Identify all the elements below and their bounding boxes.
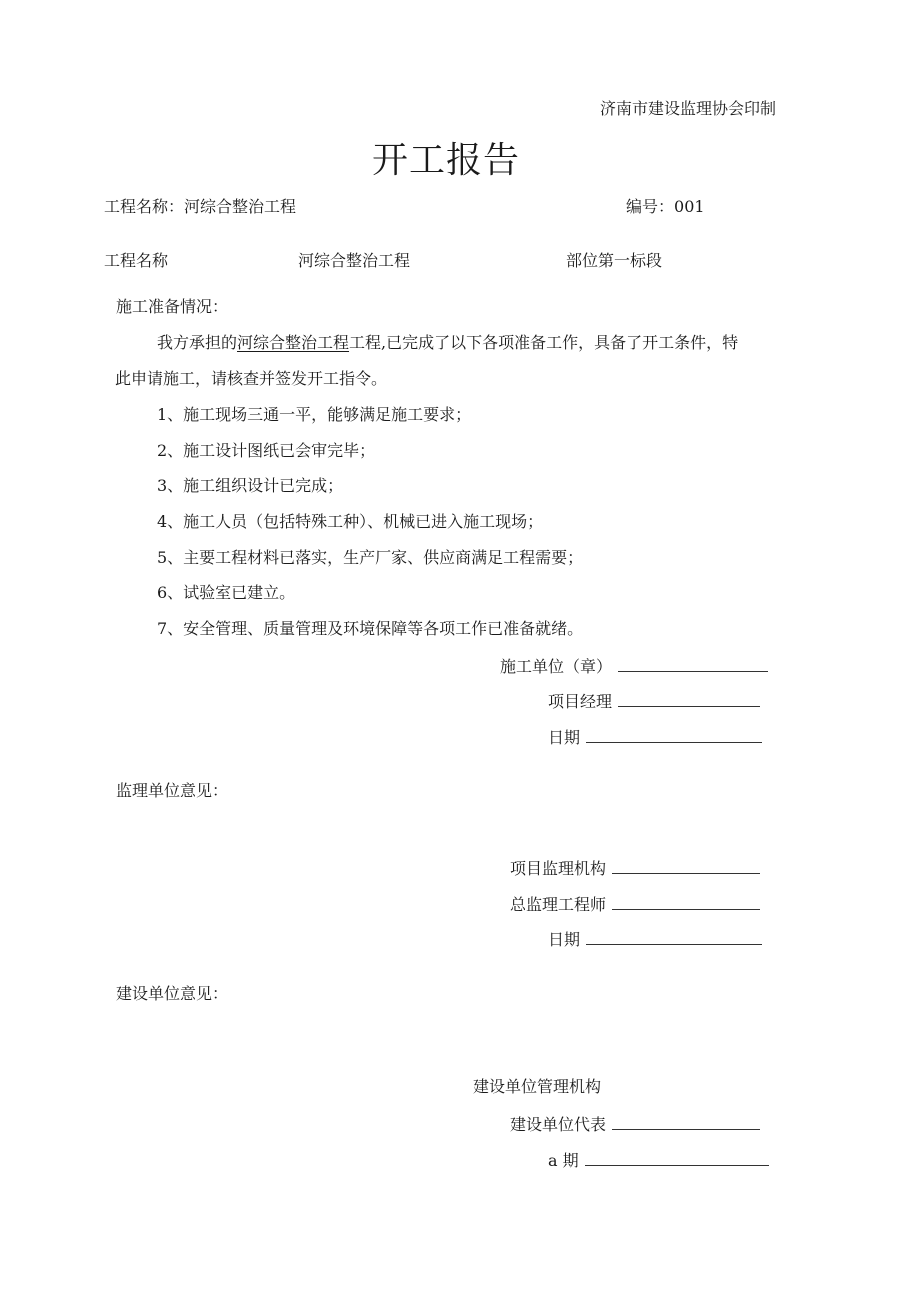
project-name-value: 河综合整治工程 [184,197,297,216]
sign-owner-rep-label: 建设单位代表 [510,1115,607,1134]
project-number-line [626,199,705,215]
intro-project-name: 河综合整治工程 [237,333,350,352]
sign-owner-date [548,1151,769,1169]
sign-supervision-date-label: 日期 [548,930,581,949]
sign-supervision-org [510,859,760,877]
sign-supervision-org-label: 项目监理机构 [510,859,607,878]
sign-contractor-date [548,728,762,746]
signature-line[interactable] [612,859,760,874]
list-item: 3、施工组织设计已完成； [157,476,344,495]
sign-chief-engineer [510,895,760,913]
signature-line[interactable] [586,930,762,945]
sign-chief-engineer-label: 总监理工程师 [510,895,607,914]
sign-owner-org: 建设单位管理机构 [473,1077,602,1096]
signature-line[interactable] [612,1115,760,1130]
sign-contractor-unit-label: 施工单位（章） [500,657,613,676]
sign-owner-rep [510,1115,760,1133]
signature-line[interactable] [618,657,768,672]
intro-prefix: 我方承担的 [157,333,238,352]
signature-line[interactable] [585,1151,769,1166]
supervision-heading: 监理单位意见： [116,781,229,800]
project-name-label: 工程名称： [104,197,185,216]
sign-owner-date-label: a 期 [548,1151,579,1170]
sign-project-manager [548,692,760,710]
signature-line[interactable] [618,692,760,707]
construction-heading: 建设单位意见： [116,984,229,1003]
project-number-label: 编号： [626,197,675,216]
info-row-section: 部位第一标段 [566,251,663,270]
list-item: 2、施工设计图纸已会审完毕； [157,441,376,460]
list-item: 1、施工现场三通一平，能够满足施工要求； [157,405,472,424]
preparation-intro [157,335,738,351]
info-row-label: 工程名称 [104,251,169,270]
sign-project-manager-label: 项目经理 [548,692,613,711]
sign-contractor-date-label: 日期 [548,728,581,747]
info-row-value: 河综合整治工程 [298,251,411,270]
preparation-heading: 施工准备情况： [116,297,229,316]
project-name-line [104,199,296,215]
project-number-value: 001 [674,197,705,216]
publisher-note: 济南市建设监理协会印制 [600,99,777,118]
list-item: 6、试验室已建立。 [157,583,296,602]
list-item: 4、施工人员（包括特殊工种）、机械已进入施工现场； [157,512,544,531]
intro-middle: 工程,已完成了以下各项准备工作，具备了开工条件，特 [349,333,739,352]
preparation-intro-line2: 此申请施工，请核查并签发开工指令。 [115,369,388,388]
list-item: 5、主要工程材料已落实，生产厂家、供应商满足工程需要； [157,548,584,567]
page-title: 开工报告 [372,140,521,181]
list-item: 7、安全管理、质量管理及环境保障等各项工作已准备就绪。 [157,619,584,638]
signature-line[interactable] [612,895,760,910]
sign-contractor-unit [500,657,768,675]
signature-line[interactable] [586,728,762,743]
sign-supervision-date [548,930,762,948]
